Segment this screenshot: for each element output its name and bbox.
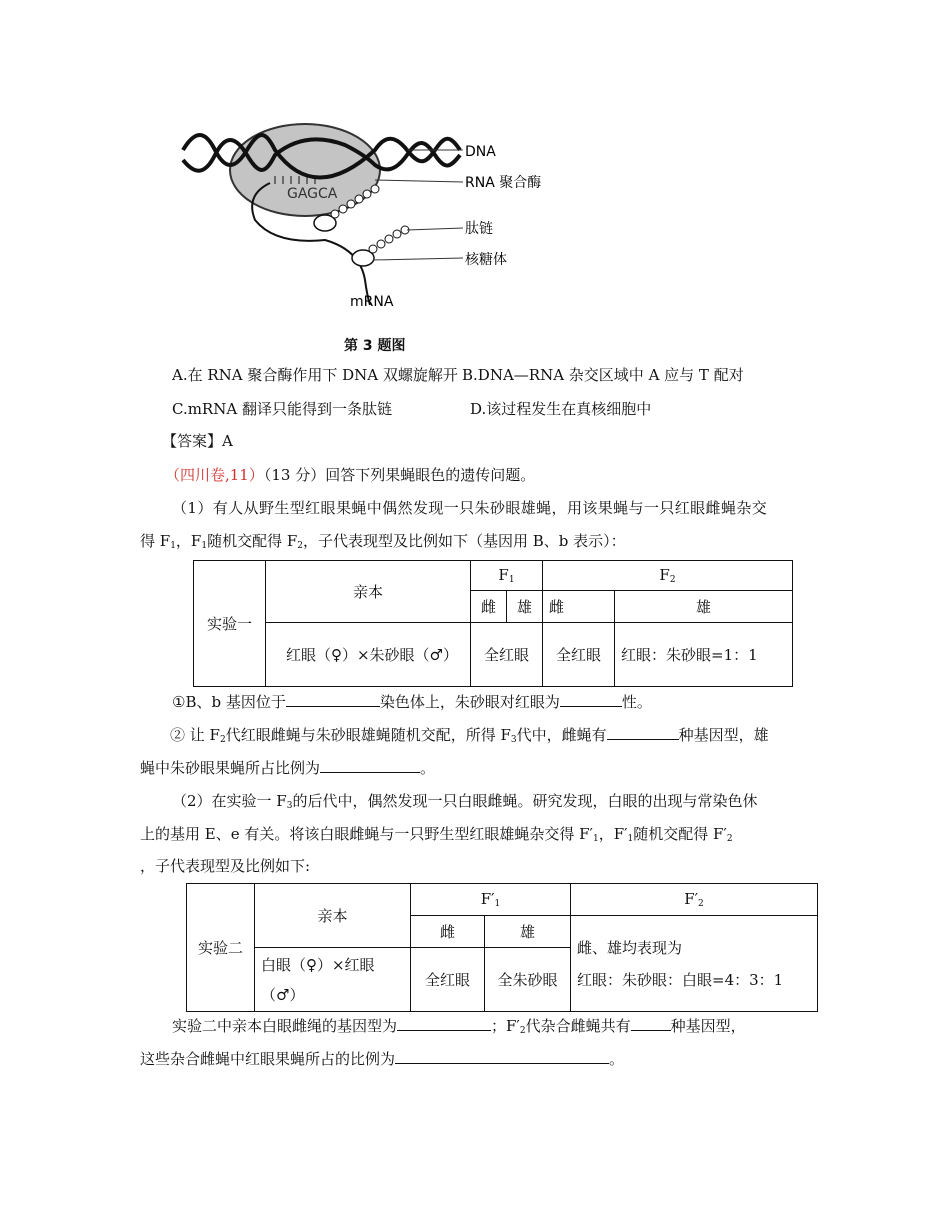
parent-cross: 红眼（♀）×朱砂眼（♂） [266,623,471,687]
blank-6[interactable] [631,1016,671,1031]
mrna-label: mRNA [350,294,394,310]
option-b: B.DNA—RNA 杂交区域中 A 应与 T 配对 [462,366,744,384]
f1-male-result-2: 全朱砂眼 [485,948,571,1012]
f2-header-2: $F'_2$ [571,884,818,916]
part1-line1: （1）有人从野生型红眼果蝇中偶然发现一只朱砂眼雄蝇，用该果蝇与一只红眼雌蝇杂交 [172,499,768,517]
blank-7[interactable] [395,1049,609,1064]
peptide-chain-2 [369,226,409,253]
blank-2[interactable] [560,692,622,707]
part2-line1: （2）在实验一 $F_3$的后代中，偶然发现一只白眼雌蝇。研究发现，白眼的出现与常染色休 [172,792,758,811]
f2-male-header: 雄 [615,591,793,623]
peptide-label: 肽链 [465,221,493,237]
f2-female-header: 雌 [543,591,615,623]
figure-caption: 第 3 题图 [344,338,406,354]
transcription-translation-figure [175,110,575,315]
f1-result: 全红眼 [471,623,543,687]
f2-male-result: 红眼：朱砂眼=1：1 [615,623,793,687]
question-1b-cont: 蝇中朱砂眼果蝇所占比例为 。 [140,759,436,777]
question-source: （四川卷,11） [165,466,264,484]
f1-male-header-2: 雄 [485,916,571,948]
option-a: A.在 RNA 聚合酶作用下 DNA 双螺旋解开 [172,366,458,384]
f1-female-header: 雌 [471,591,507,623]
seq-label: GAGCA [287,186,338,202]
f1-header-2: $F'_1$ [411,884,571,916]
answer: 【答案】A [162,432,233,450]
blank-1[interactable] [286,692,380,707]
question-2b: 这些杂合雌蝇中红眼果蝇所占的比例为 。 [140,1050,625,1068]
part1-line2: 得 $F_1$，$F_1$随机交配得 $F_2$，子代表现型及比例如下（基因用 B、b 表示）： [140,532,626,551]
f1-header: $F_1$ [471,561,543,591]
option-d: D.该过程发生在真核细胞中 [470,400,652,418]
blank-3[interactable] [607,725,679,740]
experiment-1-table [193,560,793,687]
experiment-1-label: 实验一 [194,561,266,687]
parent-header: 亲本 [266,561,471,623]
f2-header: $F_2$ [543,561,793,591]
question-2a: 实验二中亲本白眼雌绳的基因型为 ；$F'_2$代杂合雌蝇共有 种基因型， [172,1017,746,1036]
f1-female-header-2: 雌 [411,916,485,948]
blank-5[interactable] [397,1016,491,1031]
question-1a: ①B、b 基因位于 染色体上，朱砂眼对红眼为 性。 [172,693,652,711]
experiment-2-label: 实验二 [187,884,255,1012]
experiment-2-table [186,883,818,1012]
blank-4[interactable] [320,758,420,773]
part2-line2: 上的基用 E、e 有关。将该白眼雌蝇与一只野生型红眼雄蝇杂交得 $F'_1$，$F'_1$随机交配得 $F'_2$ [140,825,733,844]
parent-header-2: 亲本 [255,884,411,948]
f1-male-header: 雄 [507,591,543,623]
part2-line3: ，子代表现型及比例如下: [140,857,311,875]
dna-label: DNA [465,144,496,160]
question-11-heading [165,464,535,485]
question-1b: ② 让 $F_2$代红眼雌蝇与朱砂眼雄蝇随机交配，所得 $F_3$代中，雌蝇有 种基因型，雄 [170,726,769,745]
question-intro: （13 分）回答下列果蝇眼色的遗传问题。 [263,466,536,484]
ribosome-label: 核糖体 [465,252,507,268]
option-c: C.mRNA 翻译只能得到一条肽链 [172,400,392,418]
f2-result-2: 雌、雄均表现为 红眼：朱砂眼：白眼=4：3：1 [571,916,818,1012]
rna-polymerase-label: RNA 聚合酶 [465,175,542,191]
f1-female-result-2: 全红眼 [411,948,485,1012]
part1-line2-text: ，子代表现型及比例如下（基因用 B、b 表示）： [303,532,626,550]
f2-female-result: 全红眼 [543,623,615,687]
parent-cross-2: 白眼（♀）×红眼（♂） [255,948,411,1012]
